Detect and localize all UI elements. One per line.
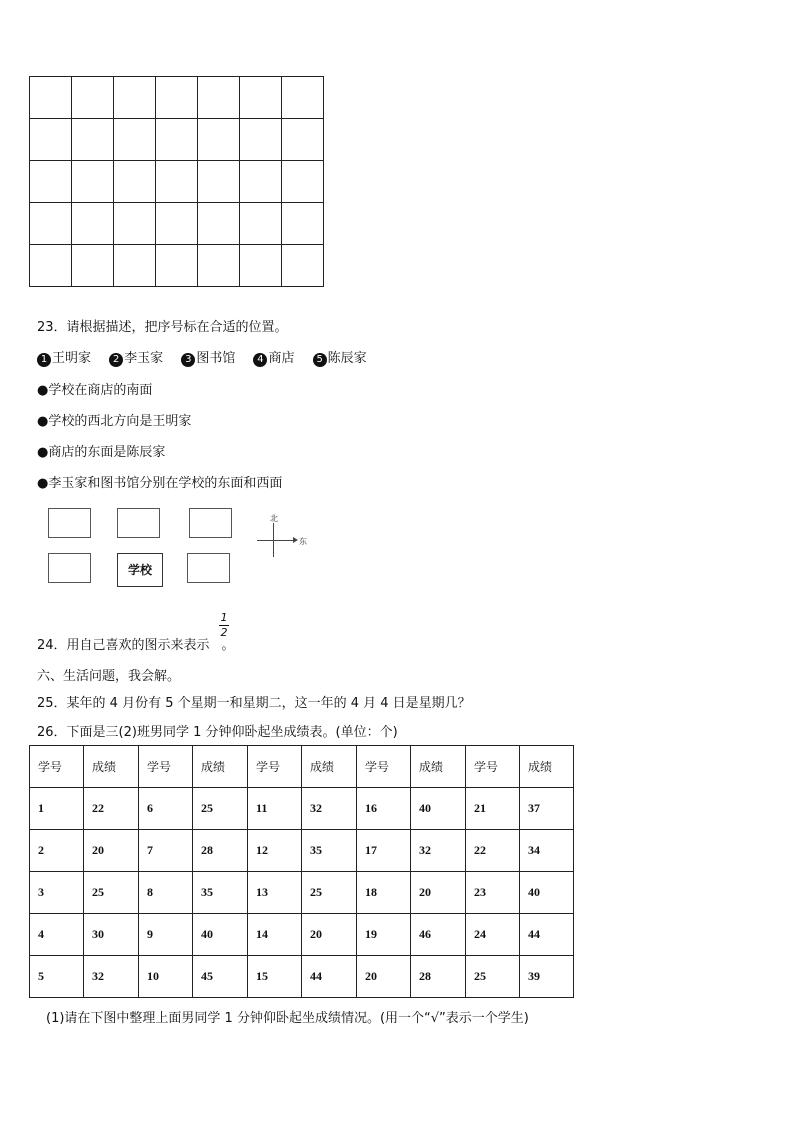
option-4: 4 商店 (253, 347, 294, 367)
grid-cell[interactable] (198, 77, 240, 119)
table-cell: 9 (139, 914, 193, 956)
map-box[interactable] (48, 553, 91, 583)
q26-title: 26．下面是三(2)班男同学 1 分钟仰卧起坐成绩表。(单位：个) (37, 725, 398, 740)
table-cell: 40 (193, 914, 248, 956)
table-row (30, 956, 574, 998)
q23-clue-1: ●学校在商店的南面 (37, 383, 153, 398)
grid-cell[interactable] (240, 245, 282, 287)
grid-cell[interactable] (156, 119, 198, 161)
table-cell: 20 (411, 872, 466, 914)
grid-cell[interactable] (156, 161, 198, 203)
table-cell: 44 (520, 914, 574, 956)
table-cell: 12 (248, 830, 302, 872)
grid-cell[interactable] (72, 161, 114, 203)
table-header-cell: 学号 (248, 746, 302, 788)
table-cell: 7 (139, 830, 193, 872)
table-header-cell: 学号 (30, 746, 84, 788)
table-row (30, 788, 574, 830)
grid-cell[interactable] (114, 77, 156, 119)
table-header-row (30, 746, 574, 788)
q25-text: 25．某年的 4 月份有 5 个星期一和星期二，这一年的 4 月 4 日是星期几？ (37, 696, 471, 711)
grid-row (30, 203, 324, 245)
table-cell: 40 (520, 872, 574, 914)
table-cell: 20 (84, 830, 139, 872)
option-5: 5 陈辰家 (313, 347, 367, 367)
grid-cell[interactable] (30, 77, 72, 119)
grid-cell[interactable] (282, 119, 324, 161)
grid-row (30, 119, 324, 161)
grid-cell[interactable] (72, 119, 114, 161)
grid-cell[interactable] (282, 245, 324, 287)
table-cell: 45 (193, 956, 248, 998)
grid-cell[interactable] (282, 203, 324, 245)
grid-cell[interactable] (30, 161, 72, 203)
grid-cell[interactable] (30, 203, 72, 245)
table-cell: 20 (302, 914, 357, 956)
school-box: 学校 (117, 553, 163, 587)
table-cell: 22 (466, 830, 520, 872)
table-cell: 6 (139, 788, 193, 830)
table-cell: 8 (139, 872, 193, 914)
table-cell: 39 (520, 956, 574, 998)
table-cell: 15 (248, 956, 302, 998)
table-row (30, 830, 574, 872)
grid-row (30, 77, 324, 119)
circled-number-icon: 5 (313, 353, 327, 367)
grid-cell[interactable] (240, 203, 282, 245)
option-1: 1 王明家 (37, 347, 91, 367)
table-header-cell: 成绩 (84, 746, 139, 788)
table-cell: 17 (357, 830, 411, 872)
table-header-cell: 学号 (139, 746, 193, 788)
q26-sub1: (1)请在下图中整理上面男同学 1 分钟仰卧起坐成绩情况。(用一个“√”表示一个学生) (46, 1011, 529, 1026)
grid-cell[interactable] (240, 119, 282, 161)
table-cell: 37 (520, 788, 574, 830)
compass-north-label: 北 (270, 514, 278, 523)
grid-cell[interactable] (114, 161, 156, 203)
grid-row (30, 245, 324, 287)
grid-cell[interactable] (114, 245, 156, 287)
q24-text: 24．用自己喜欢的图示来表示 。 (37, 638, 235, 653)
empty-answer-grid (29, 76, 324, 287)
circled-number-icon: 1 (37, 353, 51, 367)
grid-cell[interactable] (30, 245, 72, 287)
q23-options (37, 347, 381, 367)
table-header-cell: 成绩 (520, 746, 574, 788)
grid-row (30, 161, 324, 203)
circled-number-icon: 4 (253, 353, 267, 367)
option-3: 3 图书馆 (181, 347, 235, 367)
table-row (30, 914, 574, 956)
table-cell: 11 (248, 788, 302, 830)
east-arrow-icon (293, 537, 298, 543)
fraction-one-half: 1 2 (220, 611, 228, 639)
table-cell: 21 (466, 788, 520, 830)
grid-cell[interactable] (72, 77, 114, 119)
table-cell: 19 (357, 914, 411, 956)
grid-cell[interactable] (240, 77, 282, 119)
score-table (29, 745, 574, 998)
grid-cell[interactable] (30, 119, 72, 161)
table-cell: 35 (302, 830, 357, 872)
table-header-cell: 成绩 (302, 746, 357, 788)
compass-east-label: 东 (299, 537, 307, 546)
table-header-cell: 成绩 (411, 746, 466, 788)
table-cell: 32 (411, 830, 466, 872)
table-cell: 35 (193, 872, 248, 914)
table-cell: 2 (30, 830, 84, 872)
q23-title: 23．请根据描述，把序号标在合适的位置。 (37, 320, 288, 335)
grid-cell[interactable] (240, 161, 282, 203)
table-cell: 25 (302, 872, 357, 914)
map-box[interactable] (117, 508, 160, 538)
table-cell: 25 (193, 788, 248, 830)
table-cell: 24 (466, 914, 520, 956)
section-6-heading: 六、生活问题，我会解。 (37, 669, 181, 684)
grid-cell[interactable] (282, 77, 324, 119)
grid-cell[interactable] (156, 203, 198, 245)
map-box[interactable] (48, 508, 91, 538)
grid-cell[interactable] (198, 203, 240, 245)
table-cell: 25 (84, 872, 139, 914)
table-cell: 10 (139, 956, 193, 998)
table-header-cell: 学号 (466, 746, 520, 788)
grid-cell[interactable] (156, 77, 198, 119)
grid-cell[interactable] (282, 161, 324, 203)
table-cell: 32 (84, 956, 139, 998)
table-cell: 16 (357, 788, 411, 830)
compass-horizontal-line (257, 540, 294, 541)
table-cell: 20 (357, 956, 411, 998)
grid-cell[interactable] (72, 245, 114, 287)
table-cell: 32 (302, 788, 357, 830)
grid-cell[interactable] (114, 203, 156, 245)
table-cell: 3 (30, 872, 84, 914)
circled-number-icon: 3 (181, 353, 195, 367)
table-cell: 22 (84, 788, 139, 830)
table-cell: 1 (30, 788, 84, 830)
table-cell: 44 (302, 956, 357, 998)
map-box[interactable] (187, 553, 230, 583)
table-cell: 14 (248, 914, 302, 956)
grid-cell[interactable] (114, 119, 156, 161)
table-cell: 40 (411, 788, 466, 830)
table-cell: 25 (466, 956, 520, 998)
map-box[interactable] (189, 508, 232, 538)
table-cell: 5 (30, 956, 84, 998)
grid-cell[interactable] (198, 119, 240, 161)
table-cell: 4 (30, 914, 84, 956)
table-header-cell: 成绩 (193, 746, 248, 788)
grid-cell[interactable] (156, 245, 198, 287)
table-cell: 28 (193, 830, 248, 872)
option-2: 2 李玉家 (109, 347, 163, 367)
grid-cell[interactable] (72, 203, 114, 245)
table-cell: 46 (411, 914, 466, 956)
q23-clue-4: ●李玉家和图书馆分别在学校的东面和西面 (37, 476, 283, 491)
table-cell: 30 (84, 914, 139, 956)
table-row (30, 872, 574, 914)
circled-number-icon: 2 (109, 353, 123, 367)
q23-clue-3: ●商店的东面是陈辰家 (37, 445, 166, 460)
table-cell: 18 (357, 872, 411, 914)
q23-clue-2: ●学校的西北方向是王明家 (37, 414, 192, 429)
table-cell: 34 (520, 830, 574, 872)
grid-cell[interactable] (198, 245, 240, 287)
table-header-cell: 学号 (357, 746, 411, 788)
table-cell: 23 (466, 872, 520, 914)
table-cell: 28 (411, 956, 466, 998)
grid-cell[interactable] (198, 161, 240, 203)
table-cell: 13 (248, 872, 302, 914)
